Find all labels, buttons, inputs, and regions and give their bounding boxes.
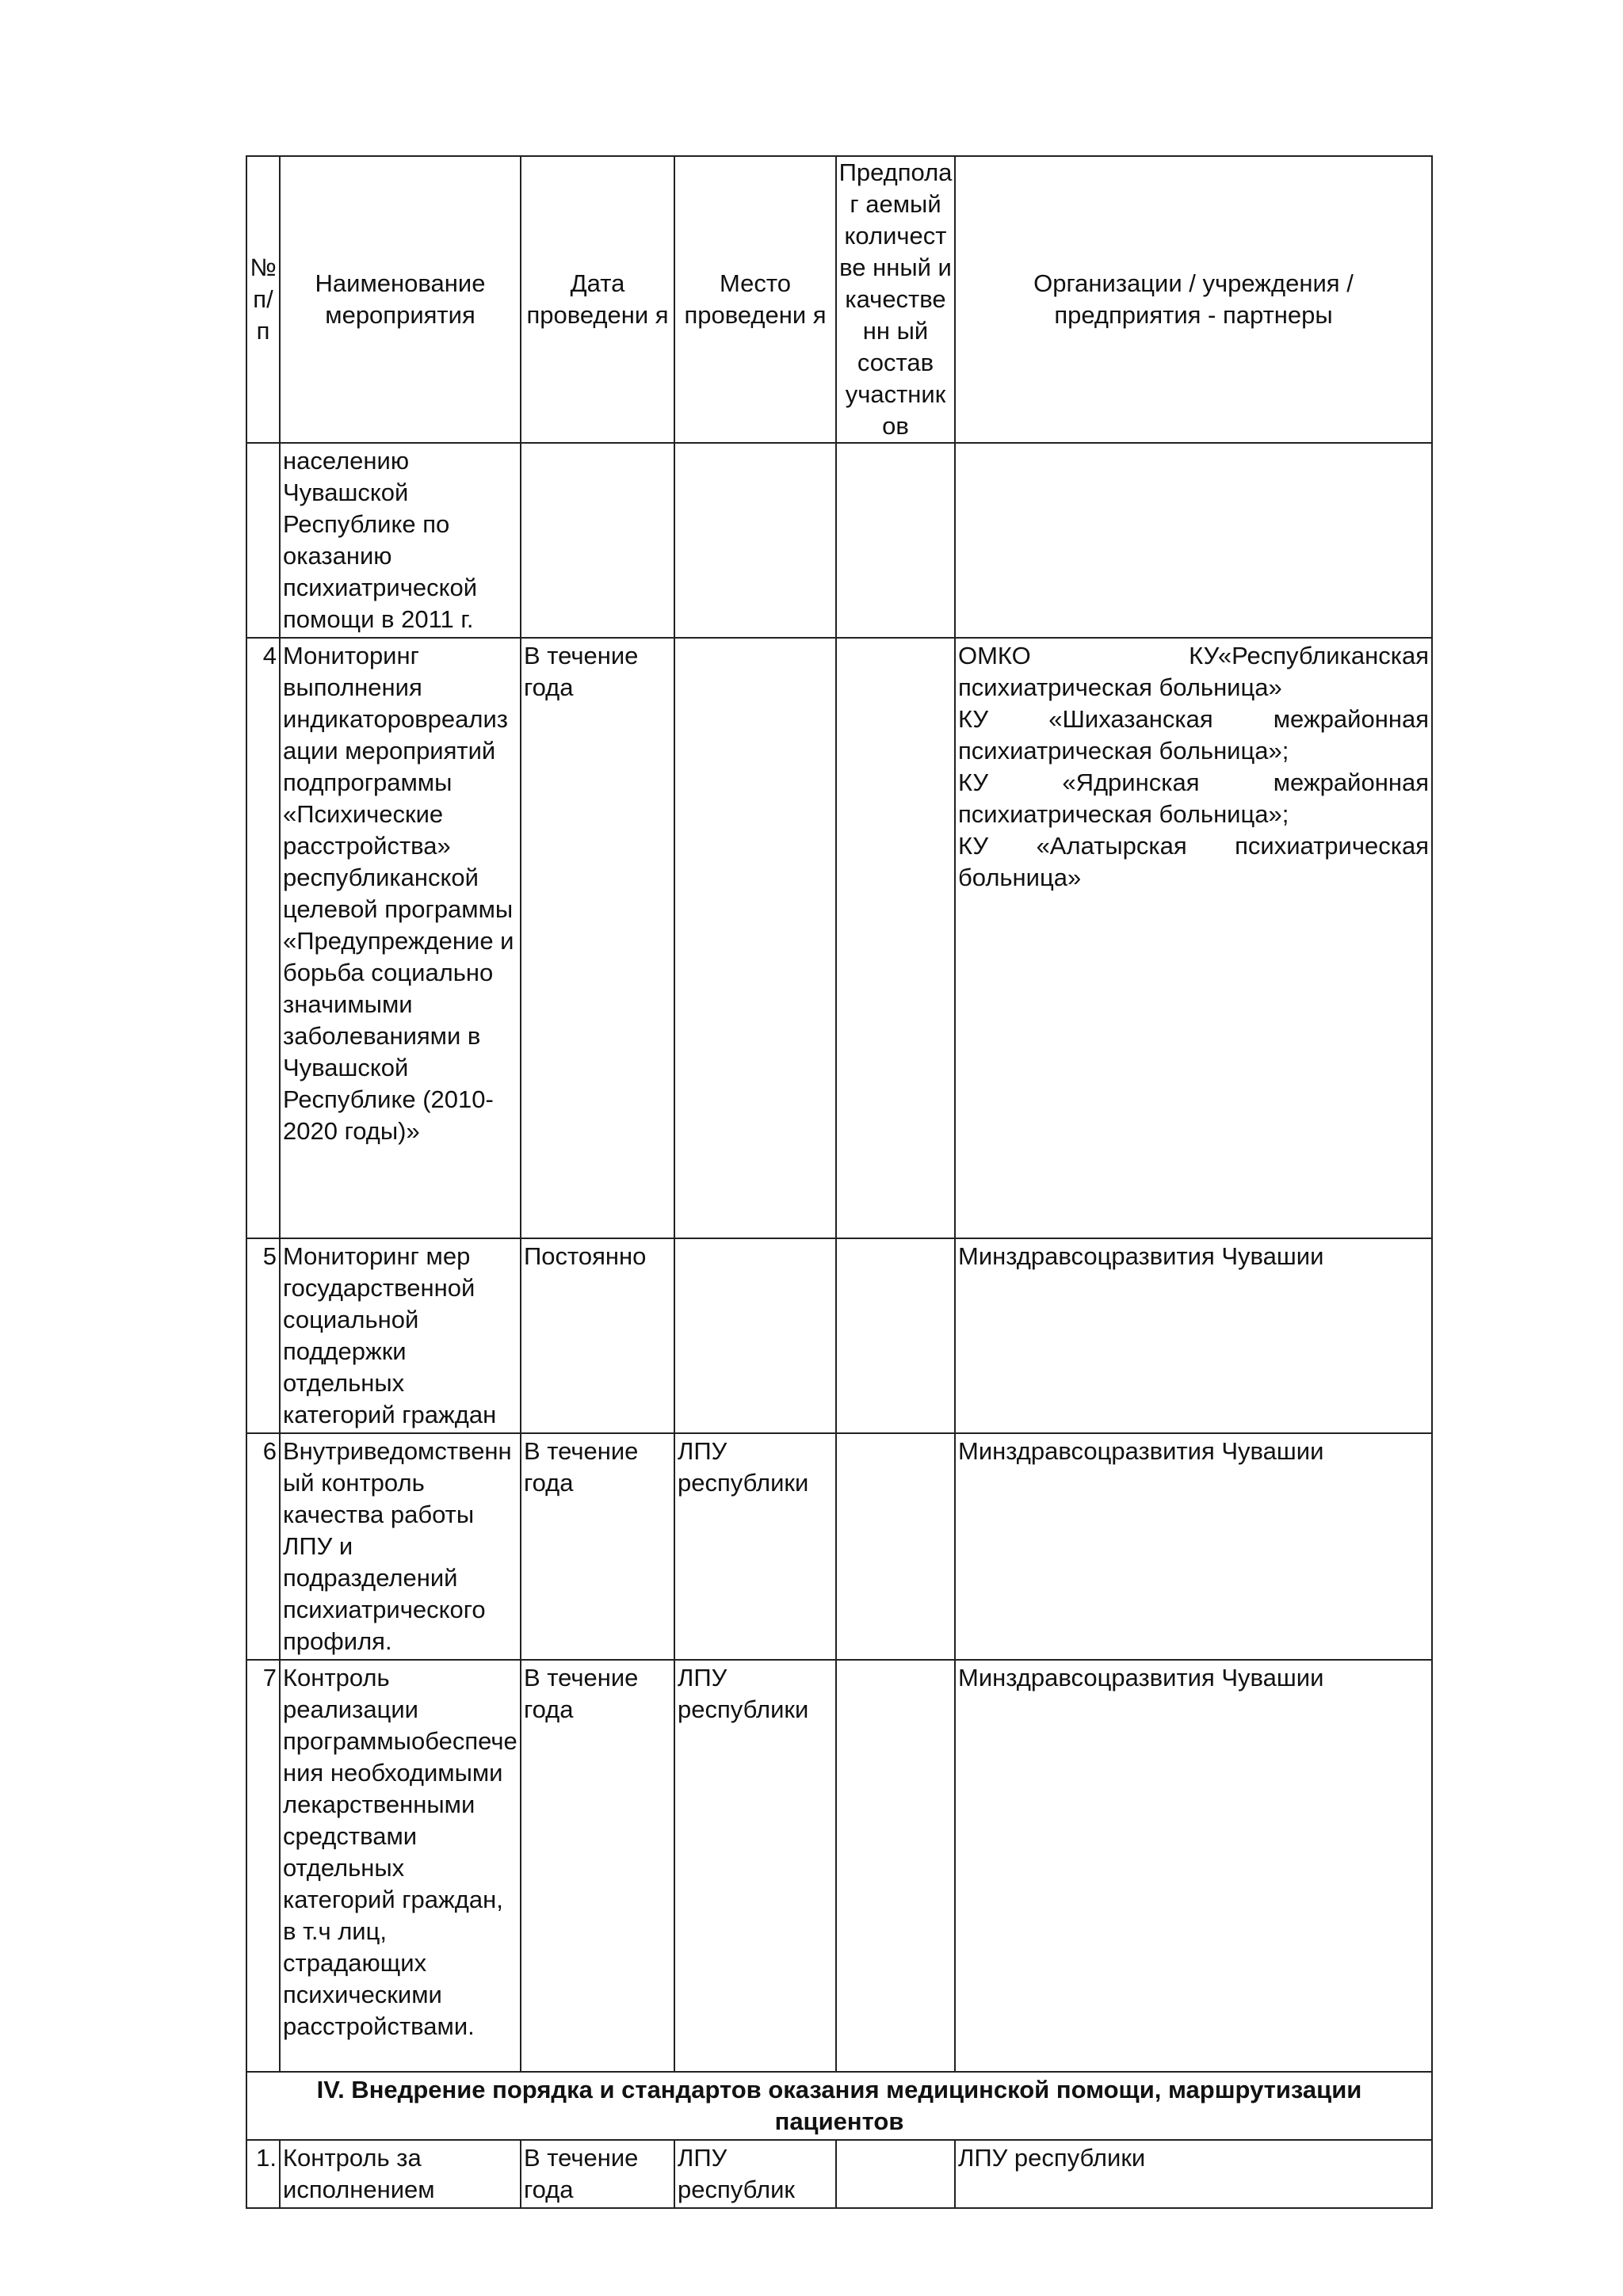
row-place: ЛПУ республики [674, 1433, 836, 1660]
row-orgs [955, 638, 1432, 1238]
row-orgs: Минздравсоцразвития Чувашии [955, 1660, 1432, 2072]
header-num: № п/ п [246, 156, 280, 443]
header-name: Наименование мероприятия [280, 156, 521, 443]
row-participants [836, 443, 955, 638]
row-num: 5 [246, 1238, 280, 1433]
org-line: психиатрическая больница»; [958, 737, 1289, 765]
row-date [521, 443, 674, 638]
row-orgs: ЛПУ республики [955, 2140, 1432, 2208]
row-date: В течение года [521, 1433, 674, 1660]
events-table [246, 155, 1433, 2209]
row-place [674, 638, 836, 1238]
row-orgs: Минздравсоцразвития Чувашии [955, 1238, 1432, 1433]
table-row [246, 1433, 1432, 1660]
table-row [246, 443, 1432, 638]
header-date: Дата проведени я [521, 156, 674, 443]
section-row [246, 2072, 1432, 2140]
table-row [246, 1238, 1432, 1433]
table-row [246, 2140, 1432, 2208]
row-orgs: Минздравсоцразвития Чувашии [955, 1433, 1432, 1660]
row-name: Контроль за исполнением [280, 2140, 521, 2208]
row-participants [836, 1238, 955, 1433]
header-participants: Предполаг аемый количестве нный и качественн ый состав участников [836, 156, 955, 443]
row-num [246, 443, 280, 638]
row-place [674, 443, 836, 638]
row-participants [836, 638, 955, 1238]
org-line: больница» [958, 864, 1082, 891]
row-participants [836, 1660, 955, 2072]
row-date: В течение года [521, 1660, 674, 2072]
header-place: Место проведени я [674, 156, 836, 443]
row-participants [836, 2140, 955, 2208]
row-place [674, 1238, 836, 1433]
header-orgs: Организации / учреждения / предприятия - партнеры [955, 156, 1432, 443]
row-name: Внутриведомственный контроль качества работы ЛПУ и подразделений психиатрического профиля. [280, 1433, 521, 1660]
row-place: ЛПУ республик [674, 2140, 836, 2208]
row-orgs [955, 443, 1432, 638]
row-name: Мониторинг мер государственной социальной поддержки отдельных категорий граждан [280, 1238, 521, 1433]
org-line: ОМКО КУ«Республиканская [958, 642, 1429, 669]
org-line: психиатрическая больница»; [958, 800, 1289, 828]
row-date: Постоянно [521, 1238, 674, 1433]
row-name: населению Чувашской Республике по оказанию психиатрической помощи в 2011 г. [280, 443, 521, 638]
table-header-row [246, 156, 1432, 443]
row-date: В течение года [521, 638, 674, 1238]
row-date: В течение года [521, 2140, 674, 2208]
table-row [246, 1660, 1432, 2072]
row-participants [836, 1433, 955, 1660]
row-num: 6 [246, 1433, 280, 1660]
row-num: 4 [246, 638, 280, 1238]
table-row [246, 638, 1432, 1238]
row-name: Контроль реализации программыобеспечения необходимыми лекарственными средствами отдельных категорий граждан, в т.ч лиц, страдающих психическими расстройствами. [280, 1660, 521, 2072]
row-num: 1. [246, 2140, 280, 2208]
org-line: КУ «Шихазанская межрайонная [958, 705, 1429, 733]
org-line: КУ «Алатырская психиатрическая [958, 832, 1429, 860]
section-title: IV. Внедрение порядка и стандартов оказания медицинской помощи, маршрутизации пациентов [246, 2072, 1432, 2140]
row-name: Мониторинг выполнения индикаторовреализации мероприятий подпрограммы «Психические расстройства» республиканской целевой программы «Предупреждение и борьба социально значимыми заболеваниями в Чувашской Республике (2010-2020 годы)» [280, 638, 521, 1238]
org-line: КУ «Ядринская межрайонная [958, 769, 1429, 796]
row-num: 7 [246, 1660, 280, 2072]
row-place: ЛПУ республики [674, 1660, 836, 2072]
org-line: психиатрическая больница» [958, 673, 1282, 701]
